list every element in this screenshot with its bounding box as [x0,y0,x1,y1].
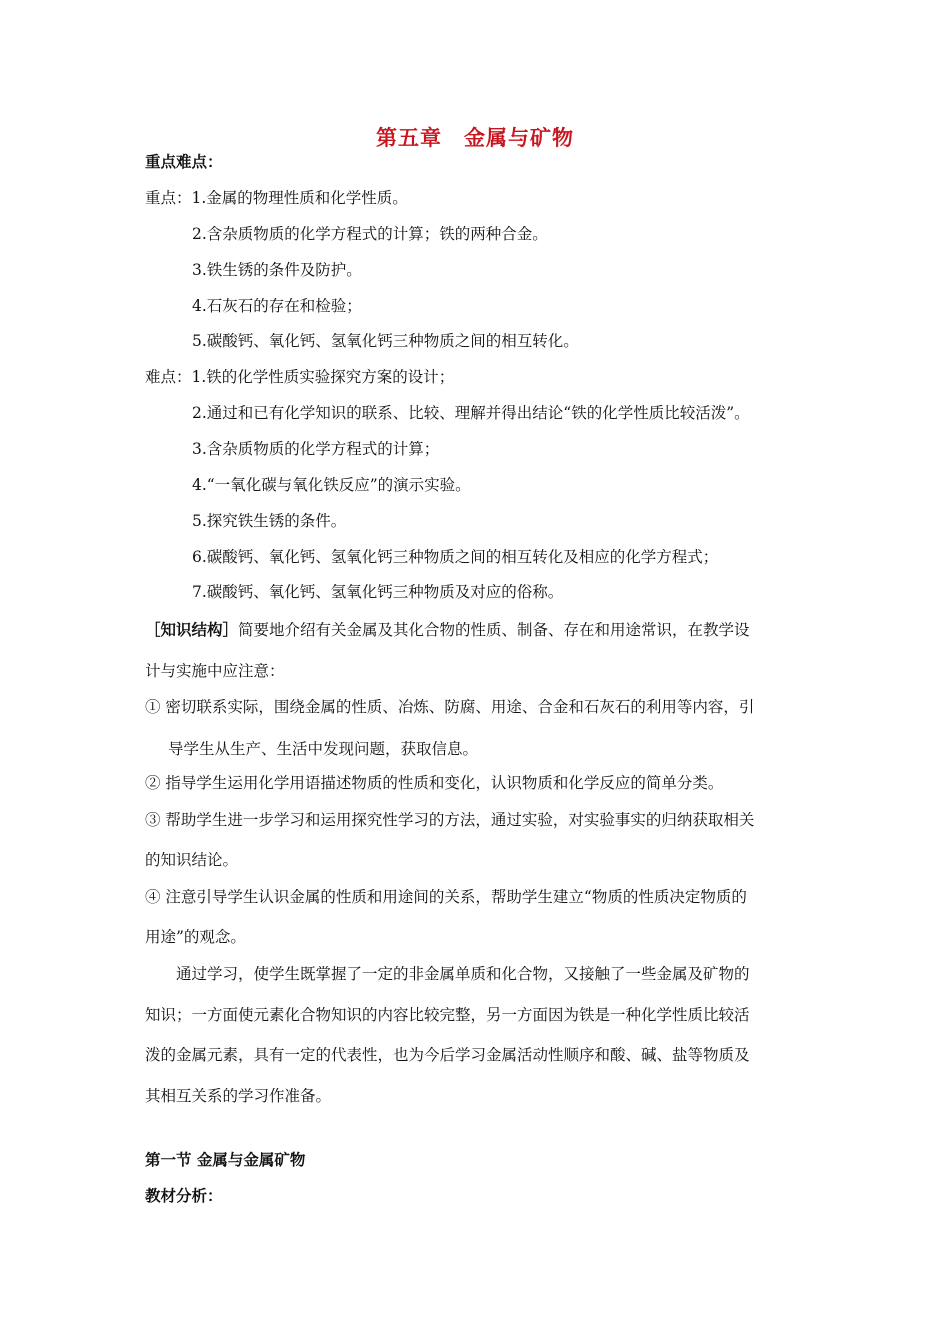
structure-text-cont: 计与实施中应注意： [145,662,285,680]
structure-label: ［知识结构］ [145,621,239,639]
section-title: 第一节 金属与金属矿物 [145,1151,306,1169]
nandian-item: 7.碳酸钙、氧化钙、氢氧化钙三种物质及对应的俗称。 [192,583,564,601]
note-item: ① 密切联系实际，围绕金属的性质、冶炼、防腐、用途、合金和石灰石的利用等内容，引 [145,698,755,716]
chapter-title: 第五章 金属与矿物 [376,126,574,150]
note-item: 的知识结论。 [145,851,239,869]
note-item: ③ 帮助学生进一步学习和运用探究性学习的方法，通过实验，对实验事实的归纳获取相关 [145,811,755,829]
nandian-item: 5.探究铁生锈的条件。 [192,512,347,530]
note-item: 导学生从生产、生活中发现问题，获取信息。 [168,740,479,758]
zhongdian-item: 4.石灰石的存在和检验； [192,297,362,315]
nandian-item: 3.含杂质物质的化学方程式的计算； [192,440,440,458]
nandian-item: 6.碳酸钙、氧化钙、氢氧化钙三种物质之间的相互转化及相应的化学方程式； [192,548,719,566]
nandian-item: 2.通过和已有化学知识的联系、比较、理解并得出结论“铁的化学性质比较活泼”。 [192,404,750,422]
zhongdian-item: 5.碳酸钙、氧化钙、氢氧化钙三种物质之间的相互转化。 [192,332,579,350]
zhongdian-item: 2.含杂质物质的化学方程式的计算；铁的两种合金。 [192,225,548,243]
summary-line: 知识；一方面使元素化合物知识的内容比较完整，另一方面因为铁是一种化学性质比较活 [145,1006,750,1024]
summary-line: 通过学习，使学生既掌握了一定的非金属单质和化合物，又接触了一些金属及矿物的 [176,965,750,983]
note-item: ④ 注意引导学生认识金属的性质和用途间的关系，帮助学生建立“物质的性质决定物质的 [145,888,747,906]
analysis-heading: 教材分析： [145,1187,223,1205]
note-item: ② 指导学生运用化学用语描述物质的性质和变化，认识物质和化学反应的简单分类。 [145,774,724,792]
zhongdian-item: 重点：1.金属的物理性质和化学性质。 [145,189,408,207]
nandian-item: 难点：1.铁的化学性质实验探究方案的设计； [145,368,455,386]
zhongdian-item: 3.铁生锈的条件及防护。 [192,261,362,279]
key-points-heading: 重点难点： [145,153,223,171]
summary-line: 其相互关系的学习作准备。 [145,1087,332,1105]
structure-text: 简要地介绍有关金属及其化合物的性质、制备、存在和用途常识，在教学设 [238,621,750,639]
note-item: 用途”的观念。 [145,928,246,946]
nandian-item: 4.“一氧化碳与氧化铁反应”的演示实验。 [192,476,471,494]
summary-line: 泼的金属元素，具有一定的代表性，也为今后学习金属活动性顺序和酸、碱、盐等物质及 [145,1046,750,1064]
structure-paragraph [145,620,750,640]
